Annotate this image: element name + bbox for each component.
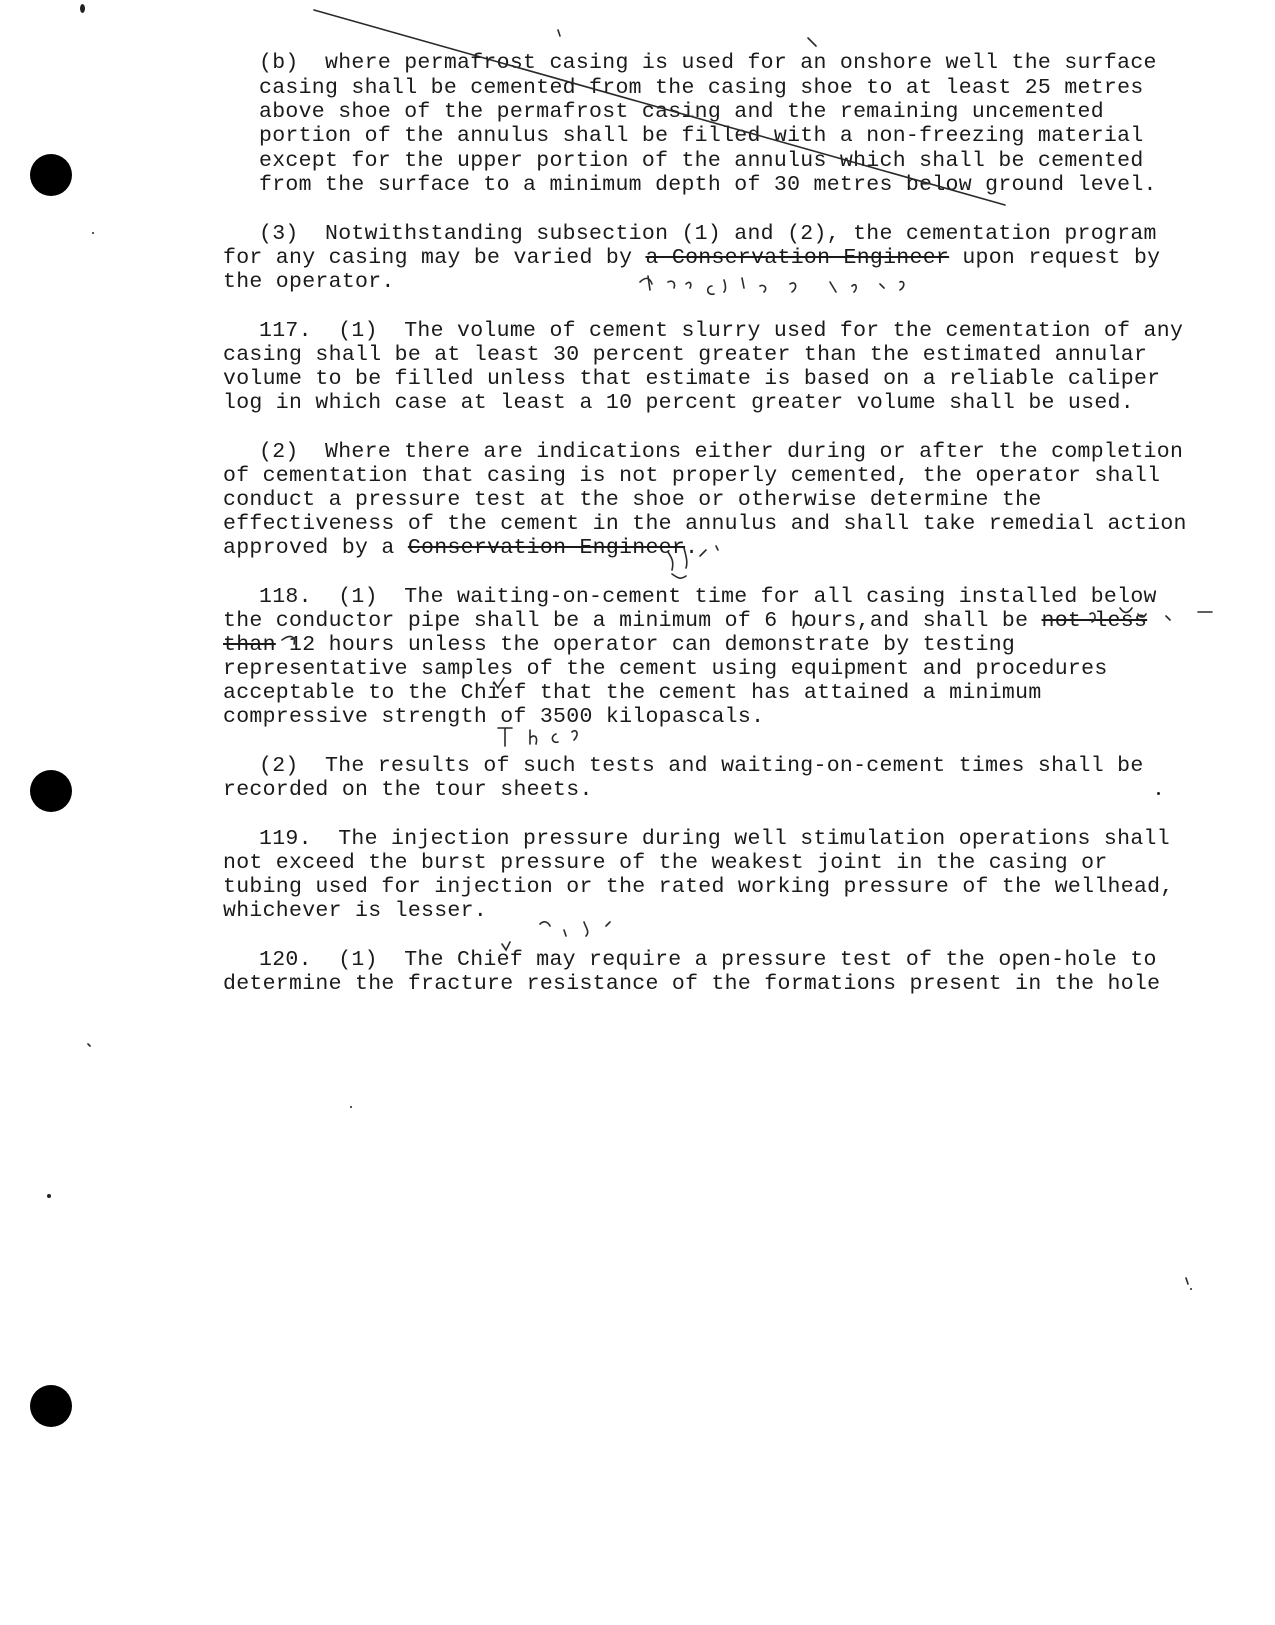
s117-1-line-4: log in which case at least a 10 percent greater volume shall be used. bbox=[223, 391, 1134, 415]
s118-1-line-4: representative samples of the cement using equipment and procedures bbox=[223, 657, 1108, 681]
sub3-line-2 bbox=[223, 246, 1160, 270]
speck bbox=[92, 232, 94, 234]
s118-2-line-2: recorded on the tour sheets. bbox=[223, 778, 593, 802]
s119-line-2: not exceed the burst pressure of the weakest joint in the casing or bbox=[223, 851, 1108, 875]
speck bbox=[350, 1106, 352, 1108]
s118-1-line-3 bbox=[223, 633, 1015, 657]
s117-1-line-2: casing shall be at least 30 percent greater than the estimated annular bbox=[223, 343, 1148, 367]
s117-1-line-3: volume to be filled unless that estimate is based on a reliable caliper bbox=[223, 367, 1161, 391]
s117-2-last-post: . bbox=[685, 536, 699, 560]
handwritten-the-chief bbox=[640, 276, 691, 290]
sub3-line-2-pre: for any casing may be varied by bbox=[223, 246, 646, 270]
punch-hole-bottom bbox=[30, 1385, 72, 1427]
s118-1-line-5: acceptable to the Chief that the cement has attained a minimum bbox=[223, 681, 1042, 705]
s118-1-line-2 bbox=[223, 609, 1147, 633]
speck bbox=[1157, 792, 1160, 795]
para-b-line-6: from the surface to a minimum depth of 30 metres below ground level. bbox=[259, 173, 1157, 197]
s120-line-1: 120. (1) The Chief may require a pressure test of the open-hole to bbox=[259, 948, 1157, 972]
para-b-line-1: (b) where permafrost casing is used for an onshore well the surface bbox=[259, 51, 1157, 75]
s118-1-line-3-post: 12 hours unless the operator can demonstrate by testing bbox=[275, 633, 1016, 657]
s119-line-3: tubing used for injection or the rated working pressure of the wellhead, bbox=[223, 875, 1174, 899]
para-b-line-2: casing shall be cemented from the casing shoe to at least 25 metres bbox=[259, 76, 1144, 100]
speck bbox=[1190, 1288, 1192, 1290]
s118-1-struck-text-1: not less bbox=[1041, 609, 1148, 633]
s119-line-4: whichever is lesser. bbox=[223, 899, 488, 923]
s117-2-struck-text: Conservation Engineer bbox=[407, 536, 686, 560]
punch-hole-top bbox=[30, 154, 72, 196]
para-b-line-5: except for the upper portion of the annulus which shall be cemented bbox=[259, 149, 1144, 173]
s117-2-line-3: conduct a pressure test at the shoe or otherwise determine the bbox=[223, 488, 1042, 512]
punch-hole-middle bbox=[30, 770, 72, 812]
s118-1-struck-text-2: than bbox=[223, 633, 276, 657]
s118-1-line-2-pre: the conductor pipe shall be a minimum of 6 hours,and shall be bbox=[223, 609, 1042, 633]
para-b-line-4: portion of the annulus shall be filled with a non-freezing material bbox=[259, 124, 1144, 148]
sub3-line-1: (3) Notwithstanding subsection (1) and (2), the cementation program bbox=[259, 222, 1157, 246]
s119-line-1: 119. The injection pressure during well stimulation operations shall bbox=[259, 827, 1170, 851]
s117-1-line-1: 117. (1) The volume of cement slurry used for the cementation of any bbox=[259, 319, 1184, 343]
speck bbox=[80, 4, 85, 13]
s120-line-2: determine the fracture resistance of the formations present in the hole bbox=[223, 972, 1161, 996]
s118-1-line-1: 118. (1) The waiting-on-cement time for all casing installed below bbox=[259, 585, 1157, 609]
sub3-line-2-post: upon request by bbox=[949, 246, 1161, 270]
s118-1-line-6: compressive strength of 3500 kilopascals. bbox=[223, 705, 765, 729]
s117-2-last-pre: approved by a bbox=[223, 536, 408, 560]
s117-2-line-1: (2) Where there are indications either during or after the completion bbox=[259, 440, 1184, 464]
s118-2-line-1: (2) The results of such tests and waiting-on-cement times shall be bbox=[259, 754, 1144, 778]
s117-2-line-4: effectiveness of the cement in the annulus and shall take remedial action bbox=[223, 512, 1187, 536]
sub3-line-3: the operator. bbox=[223, 270, 395, 294]
sub3-struck-text: a Conservation Engineer bbox=[645, 246, 950, 270]
speck bbox=[47, 1194, 51, 1198]
s117-2-line-2: of cementation that casing is not properly cemented, the operator shall bbox=[223, 464, 1161, 488]
para-b-line-3: above shoe of the permafrost casing and the remaining uncemented bbox=[259, 100, 1104, 124]
s117-2-line-5 bbox=[223, 536, 698, 560]
